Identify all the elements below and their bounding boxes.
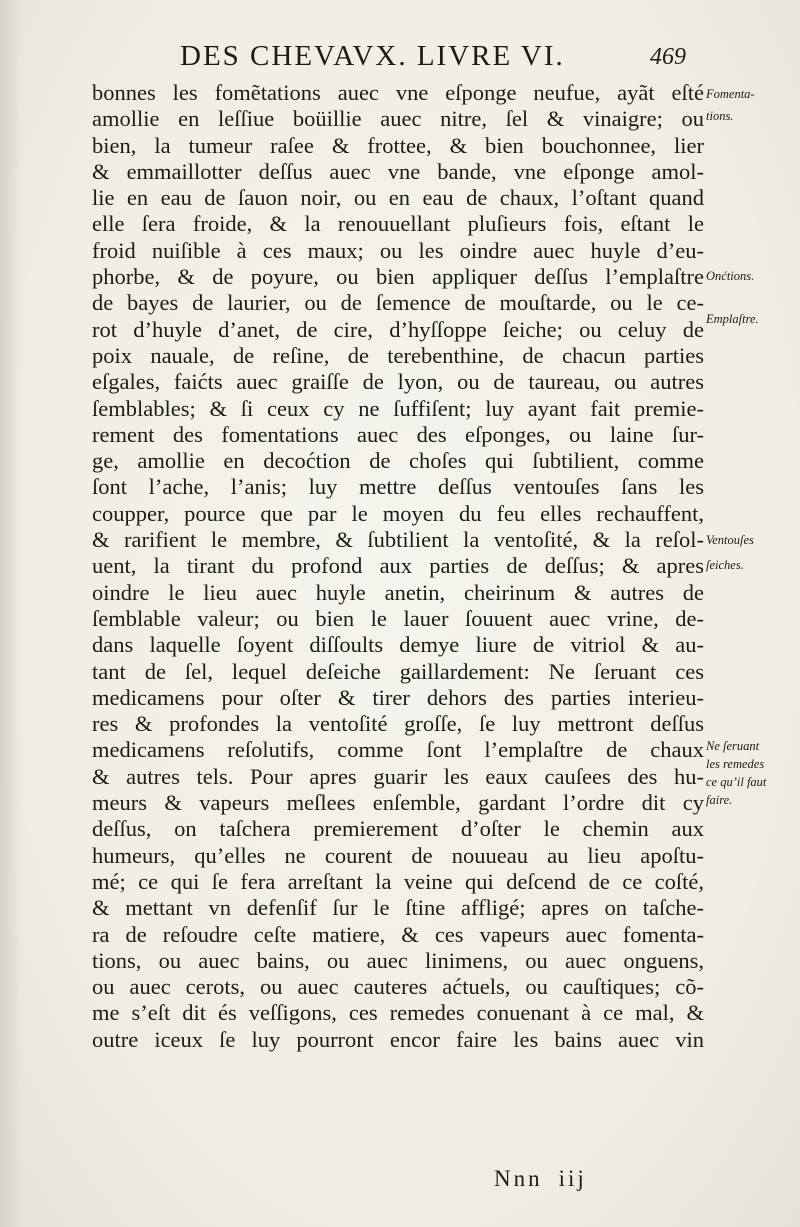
text-line: rement des fomentations auec des eſponges, ou laine ſur- <box>92 421 704 447</box>
margin-note-seiches: ſeiches. <box>706 558 744 572</box>
signature-folio: iij <box>558 1166 587 1191</box>
text-line: de bayes de laurier, ou de ſemence de mouſtarde, ou le ce- <box>92 290 704 316</box>
text-line: medicamens reſolutifs, comme ſont l’emplaſtre de chaux <box>92 737 704 763</box>
text-line: rot d’huyle d’anet, de cire, d’hyſſoppe ſeiche; ou celuy de <box>92 316 704 342</box>
text-line: & rarifient le membre, & ſubtilient la ventoſité, & la reſol- <box>92 527 704 553</box>
margin-note-fomentations-cont: tions. <box>706 109 734 123</box>
text-line: tant de ſel, lequel deſeiche gaillardement: Ne ſeruant ces <box>92 658 704 684</box>
text-line: amollie en leſſiue boüillie auec nitre, ſel & vinaigre; ou <box>92 106 704 132</box>
text-line: ou auec cerots, ou auec cauteres aćtuels, ou cauſtiques; cõ- <box>92 974 704 1000</box>
text-line: dans laquelle ſoyent diſſoults demye liure de vitriol & au- <box>92 632 704 658</box>
margin-note-les-remedes: les remedes <box>706 757 765 771</box>
text-line: bonnes les fomẽtations auec vne eſponge neufue, ayãt eſté <box>92 80 704 105</box>
text-line: medicamens pour oſter & tirer dehors des parties interieu- <box>92 684 704 710</box>
text-line: tions, ou auec bains, ou auec linimens, ou auec onguens, <box>92 947 704 973</box>
text-line: uent, la tirant du profond aux parties de deſſus; & apres <box>92 553 704 579</box>
text-line: ſemblables; & ſi ceux cy ne ſuffiſent; luy ayant fait premie- <box>92 395 704 421</box>
text-line: elle ſera froide, & la renouuellant pluſieurs fois, eſtant le <box>92 211 704 237</box>
margin-note-ventouses: Ventouſes <box>706 533 754 547</box>
text-line: eſgales, faićts auec graiſſe de lyon, ou de taureau, ou autres <box>92 369 704 395</box>
text-line: res & profondes la ventoſité groſſe, ſe luy mettront deſſus <box>92 711 704 737</box>
text-line: humeurs, qu’elles ne courent de nouueau au lieu apoſtu- <box>92 842 704 868</box>
signature-letters: Nnn <box>494 1166 543 1191</box>
text-line: meurs & vapeurs meſlees enſemble, gardant l’ordre dit cy <box>92 790 704 816</box>
text-line: oindre le lieu auec huyle anetin, cheirinum & autres de <box>92 579 704 605</box>
text-line: poix nauale, de reſine, de terebenthine, de chacun parties <box>92 342 704 368</box>
text-line: lie en eau de ſauon noir, ou en eau de chaux, l’oſtant quand <box>92 185 704 211</box>
text-line: me s’eſt dit és veſſigons, ces remedes conuenant à ce mal, & <box>92 1000 704 1026</box>
margin-note-faire: faire. <box>706 793 733 807</box>
margin-note-ne-seruant: Ne ſeruant <box>706 739 760 753</box>
text-line: & autres tels. Pour apres guarir les eaux cauſees des hu- <box>92 763 704 789</box>
text-line: ge, amollie en decoćtion de choſes qui ſubtilient, comme <box>92 448 704 474</box>
text-line: ra de reſoudre ceſte matiere, & ces vapeurs auec fomenta- <box>92 921 704 947</box>
text-line: deſſus, on taſchera premierement d’oſter le chemin aux <box>92 816 704 842</box>
text-line: & emmaillotter deſſus auec vne bande, vne eſponge amol- <box>92 158 704 184</box>
margin-note-ce-quil-faut: ce qu’il faut <box>706 775 767 789</box>
text-line: ſemblable valeur; ou bien le lauer ſouuent auec vrine, de- <box>92 605 704 631</box>
text-line: & mettant vn defenſif ſur le ſtine affligé; apres on taſche- <box>92 895 704 921</box>
text-line: ſont l’ache, l’anis; luy mettre deſſus ventouſes ſans les <box>92 474 704 500</box>
margin-note-onctions: Onćtions. <box>706 269 755 283</box>
margin-note-emplastre: Emplaſtre. <box>706 312 759 326</box>
signature-mark <box>494 1166 587 1192</box>
text-line: coupper, pource que par le moyen du feu elles rechauffent, <box>92 500 704 526</box>
text-line: mé; ce qui ſe fera arreſtant la veine qui deſcend de ce coſté, <box>92 868 704 894</box>
text-line: bien, la tumeur raſee & frottee, & bien bouchonnee, lier <box>92 132 704 158</box>
text-line: outre iceux ſe luy pourront encor faire les bains auec vin <box>92 1026 704 1052</box>
margin-note-fomentations: Fomenta- <box>706 87 755 101</box>
running-head: DES CHEVAVX. LIVRE VI. <box>180 40 565 72</box>
text-line: phorbe, & de poyure, ou bien appliquer deſſus l’emplaſtre <box>92 264 704 290</box>
text-line: froid nuiſible à ces maux; ou les oindre auec huyle d’eu- <box>92 237 704 263</box>
page-number: 469 <box>650 44 686 70</box>
